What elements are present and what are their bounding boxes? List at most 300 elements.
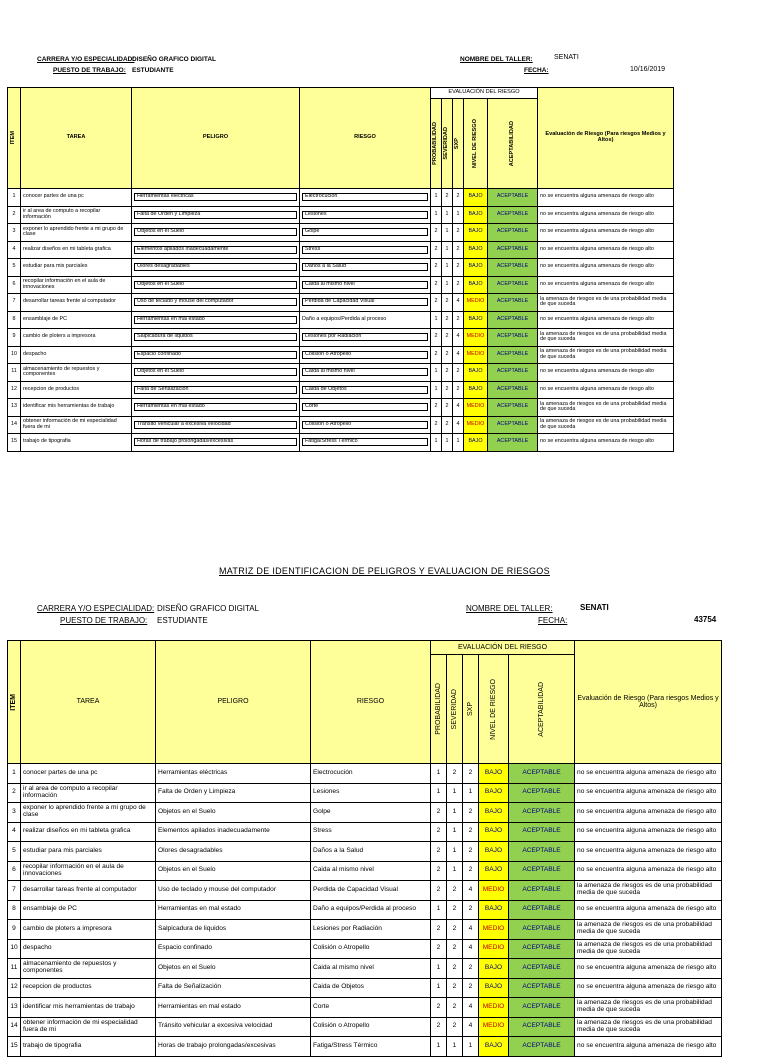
riesgo-cell: Colisión o Atropello bbox=[311, 939, 431, 959]
evaluacion-header-2: EVALUACIÓN DEL RIESGO bbox=[431, 641, 575, 655]
evaluacion-cell: no se encuentra alguna amenaza de riesgo alto bbox=[575, 842, 722, 862]
peligro-cell-text: Elementos apilados inadecuadamente bbox=[134, 246, 297, 254]
peligro-cell-text: Herramientas eléctricas bbox=[134, 193, 297, 201]
sxp-cell: 2 bbox=[453, 276, 464, 294]
workshop-value: SENATI bbox=[554, 54, 579, 61]
evaluacion-cell: la amenaza de riesgos es de una probabilidad media de que suceda bbox=[538, 399, 674, 417]
severidad-cell: 1 bbox=[447, 783, 463, 803]
nivel-cell: BAJO bbox=[479, 803, 509, 823]
evaluacion-cell: la amenaza de riesgos es de una probabilidad media de que suceda bbox=[575, 920, 722, 940]
peligro-cell: Herramientas eléctricas bbox=[156, 764, 311, 784]
aceptabilidad-cell: ACEPTABLE bbox=[488, 399, 538, 417]
sxp-cell: 2 bbox=[463, 978, 479, 998]
nivel-cell: MEDIO bbox=[479, 920, 509, 940]
aceptabilidad-cell: ACEPTABLE bbox=[509, 783, 575, 803]
probabilidad-cell: 2 bbox=[431, 920, 447, 940]
riesgo-cell bbox=[300, 206, 431, 224]
table-row bbox=[8, 959, 722, 979]
date-label: FECHA: bbox=[524, 67, 549, 74]
item-cell: 15 bbox=[8, 434, 21, 452]
probabilidad-cell: 2 bbox=[431, 259, 442, 277]
table-row bbox=[8, 381, 674, 399]
evaluacion-cell: no se encuentra alguna amenaza de riesgo alto bbox=[538, 311, 674, 329]
severidad-cell: 2 bbox=[442, 294, 453, 312]
post-label: PUESTO DE TRABAJO: bbox=[53, 67, 126, 74]
riesgo-cell bbox=[300, 189, 431, 207]
table-row bbox=[8, 416, 674, 434]
tarea-cell: conocer partes de una pc bbox=[21, 189, 132, 207]
table-row bbox=[8, 978, 722, 998]
nivel-cell: BAJO bbox=[479, 1037, 509, 1057]
nivel-cell: MEDIO bbox=[464, 294, 488, 312]
item-cell: 13 bbox=[8, 399, 21, 417]
sxp-cell: 4 bbox=[463, 1017, 479, 1037]
severidad-cell: 2 bbox=[447, 1017, 463, 1037]
table-row bbox=[8, 998, 722, 1018]
probabilidad-cell: 1 bbox=[431, 381, 442, 399]
item-cell: 12 bbox=[8, 381, 21, 399]
riesgo-cell-text: Colisión o Atropello bbox=[302, 421, 428, 429]
evaluacion-cell: no se encuentra alguna amenaza de riesgo alto bbox=[538, 241, 674, 259]
riesgo-cell: Fatiga/Stress Térmico bbox=[311, 1037, 431, 1057]
table-row bbox=[8, 241, 674, 259]
riesgo-cell-text: Stress bbox=[302, 246, 428, 254]
item-header: ITEM bbox=[8, 88, 21, 189]
table-row bbox=[8, 259, 674, 277]
tarea-cell: recepcion de productos bbox=[21, 978, 156, 998]
nivel-cell: BAJO bbox=[479, 764, 509, 784]
severidad-cell: 1 bbox=[447, 803, 463, 823]
career-label-2: CARRERA Y/O ESPECIALIDAD: bbox=[37, 604, 155, 613]
sxp-cell: 4 bbox=[463, 998, 479, 1018]
tarea-cell: recopilar información en el aula de innovaciones bbox=[21, 276, 132, 294]
nivel-cell: BAJO bbox=[464, 189, 488, 207]
evaluacion-cell: no se encuentra alguna amenaza de riesgo alto bbox=[538, 276, 674, 294]
peligro-cell bbox=[132, 364, 300, 382]
post-value-2: ESTUDIANTE bbox=[157, 616, 208, 625]
tarea-cell: almacenamiento de repuestos y componentes bbox=[21, 959, 156, 979]
riesgo-cell: Daño a equipos/Perdida al proceso bbox=[311, 900, 431, 920]
item-cell: 14 bbox=[8, 1017, 21, 1037]
evaluacion-cell: no se encuentra alguna amenaza de riesgo alto bbox=[538, 434, 674, 452]
probabilidad-cell: 1 bbox=[431, 978, 447, 998]
tarea-cell: ir al area de computo a recopilar información bbox=[21, 206, 132, 224]
sxp-cell: 2 bbox=[453, 364, 464, 382]
peligro-cell bbox=[132, 399, 300, 417]
sxp-header: SXP bbox=[453, 99, 464, 189]
riesgo-cell: Caida de Objetos bbox=[311, 978, 431, 998]
item-cell: 8 bbox=[8, 311, 21, 329]
tarea-cell: desarrollar tareas frente al computador bbox=[21, 881, 156, 901]
peligro-cell-text: Uso de teclado y mouse del computador bbox=[134, 298, 297, 306]
aceptabilidad-cell: ACEPTABLE bbox=[488, 259, 538, 277]
riesgo-cell bbox=[300, 259, 431, 277]
item-cell: 5 bbox=[8, 259, 21, 277]
riesgo-cell-text: Corte bbox=[302, 403, 428, 411]
peligro-cell-text: Tránsito vehicular a excesiva velocidad bbox=[134, 421, 297, 429]
tarea-cell: obtener información de mi especialidad fuera de mi bbox=[21, 416, 132, 434]
severidad-header-2: SEVERIDAD bbox=[447, 655, 463, 764]
sxp-cell: 4 bbox=[463, 920, 479, 940]
probabilidad-cell: 2 bbox=[431, 861, 447, 881]
sxp-cell: 4 bbox=[453, 346, 464, 364]
nivel-cell: BAJO bbox=[464, 381, 488, 399]
table-row bbox=[8, 224, 674, 242]
evaluacion-cell: la amenaza de riesgos es de una probabilidad media de que suceda bbox=[575, 939, 722, 959]
table-row bbox=[8, 1037, 722, 1057]
evaluacion-cell: no se encuentra alguna amenaza de riesgo alto bbox=[538, 381, 674, 399]
peligro-cell bbox=[132, 381, 300, 399]
table-row bbox=[8, 842, 722, 862]
date-label-2: FECHA: bbox=[538, 616, 568, 625]
peligro-cell-text: Herramientas en mal estado bbox=[134, 316, 297, 324]
table-row bbox=[8, 861, 722, 881]
tarea-cell: recopilar información en el aula de innovaciones bbox=[21, 861, 156, 881]
sxp-cell: 2 bbox=[463, 959, 479, 979]
peligro-cell: Elementos apilados inadecuadamente bbox=[156, 822, 311, 842]
probabilidad-cell: 2 bbox=[431, 803, 447, 823]
riesgo-cell: Golpe bbox=[311, 803, 431, 823]
table-row bbox=[8, 206, 674, 224]
severidad-cell: 1 bbox=[447, 842, 463, 862]
nivel-cell: BAJO bbox=[479, 900, 509, 920]
peligro-header-2: PELIGRO bbox=[156, 641, 311, 764]
item-cell: 4 bbox=[8, 241, 21, 259]
riesgo-cell: Corte bbox=[311, 998, 431, 1018]
table-row bbox=[8, 881, 722, 901]
tarea-cell: exponer lo aprendido frente a mi grupo de clase bbox=[21, 224, 132, 242]
riesgo-cell bbox=[300, 329, 431, 347]
sxp-cell: 4 bbox=[463, 939, 479, 959]
riesgo-cell: Electrocución bbox=[311, 764, 431, 784]
nivel-cell: BAJO bbox=[464, 241, 488, 259]
sxp-cell: 4 bbox=[463, 881, 479, 901]
probabilidad-header: PROBABILIDAD bbox=[431, 99, 442, 189]
nivel-cell: MEDIO bbox=[479, 881, 509, 901]
table-row bbox=[8, 822, 722, 842]
riesgo-cell-text: Caida al mismo nivel bbox=[302, 281, 428, 289]
severidad-cell: 2 bbox=[442, 399, 453, 417]
item-cell: 13 bbox=[8, 998, 21, 1018]
evaluacion-cell: no se encuentra alguna amenaza de riesgo alto bbox=[538, 259, 674, 277]
peligro-cell-text: Espacio confinado bbox=[134, 351, 297, 359]
aceptabilidad-cell: ACEPTABLE bbox=[509, 1017, 575, 1037]
probabilidad-cell: 2 bbox=[431, 399, 442, 417]
peligro-cell-text: Horas de trabajo prolongadas/excesivas bbox=[134, 438, 297, 446]
aceptabilidad-cell: ACEPTABLE bbox=[488, 434, 538, 452]
item-cell: 3 bbox=[8, 803, 21, 823]
peligro-cell-text: Herramientas en mal estado bbox=[134, 403, 297, 411]
severidad-cell: 2 bbox=[447, 900, 463, 920]
riesgo-cell-text: Lesiones por Radiación bbox=[302, 333, 428, 341]
workshop-label: NOMBRE DEL TALLER: bbox=[460, 56, 533, 63]
riesgo-cell bbox=[300, 364, 431, 382]
nivel-cell: BAJO bbox=[479, 959, 509, 979]
severidad-cell: 2 bbox=[442, 329, 453, 347]
item-cell: 3 bbox=[8, 224, 21, 242]
probabilidad-cell: 2 bbox=[431, 224, 442, 242]
nivel-cell: BAJO bbox=[479, 842, 509, 862]
evaluacion-cell: no se encuentra alguna amenaza de riesgo alto bbox=[575, 783, 722, 803]
tarea-cell: trabajo de tipografia bbox=[21, 1037, 156, 1057]
severidad-cell: 2 bbox=[442, 364, 453, 382]
nivel-cell: BAJO bbox=[479, 783, 509, 803]
workshop-label-2: NOMBRE DEL TALLER: bbox=[466, 604, 553, 613]
table-row bbox=[8, 364, 674, 382]
evaluacion-cell: no se encuentra alguna amenaza de riesgo alto bbox=[538, 364, 674, 382]
date-value-2: 43754 bbox=[694, 615, 717, 624]
peligro-cell: Herramientas en mal estado bbox=[156, 900, 311, 920]
item-cell: 10 bbox=[8, 346, 21, 364]
aceptabilidad-cell: ACEPTABLE bbox=[509, 1037, 575, 1057]
severidad-cell: 2 bbox=[447, 764, 463, 784]
severidad-cell: 2 bbox=[442, 189, 453, 207]
riesgo-cell-text: Caida de Objetos bbox=[302, 386, 428, 394]
peligro-cell: Olores desagradables bbox=[156, 842, 311, 862]
evaluacion-cell: la amenaza de riesgos es de una probabilidad media de que suceda bbox=[575, 998, 722, 1018]
probabilidad-cell: 1 bbox=[431, 364, 442, 382]
nivel-header: NIVEL DE RIESGO bbox=[464, 99, 488, 189]
table-row bbox=[8, 920, 722, 940]
riesgo-cell: Daños a la Salud bbox=[311, 842, 431, 862]
aceptabilidad-cell: ACEPTABLE bbox=[488, 381, 538, 399]
severidad-header: SEVERIDAD bbox=[442, 99, 453, 189]
probabilidad-cell: 1 bbox=[431, 311, 442, 329]
sxp-cell: 4 bbox=[453, 399, 464, 417]
riesgo-cell bbox=[300, 399, 431, 417]
aceptabilidad-cell: ACEPTABLE bbox=[509, 842, 575, 862]
peligro-cell: Uso de teclado y mouse del computador bbox=[156, 881, 311, 901]
table-row bbox=[8, 294, 674, 312]
table-row bbox=[8, 329, 674, 347]
peligro-cell: Horas de trabajo prolongadas/excesivas bbox=[156, 1037, 311, 1057]
riesgo-cell-text: Lesiones bbox=[302, 211, 428, 219]
peligro-cell-text: Objetos en el Suelo bbox=[134, 228, 297, 236]
severidad-cell: 1 bbox=[442, 276, 453, 294]
peligro-cell: Falta de Orden y Limpieza bbox=[156, 783, 311, 803]
evaluacion-cell: no se encuentra alguna amenaza de riesgo alto bbox=[538, 224, 674, 242]
table-row bbox=[8, 939, 722, 959]
peligro-cell: Herramientas en mal estado bbox=[156, 998, 311, 1018]
evaluacion-cell: la amenaza de riesgos es de una probabilidad media de que suceda bbox=[538, 346, 674, 364]
evaluacion-cell: no se encuentra alguna amenaza de riesgo alto bbox=[575, 803, 722, 823]
sxp-cell: 2 bbox=[453, 189, 464, 207]
probabilidad-cell: 2 bbox=[431, 881, 447, 901]
probabilidad-cell: 1 bbox=[431, 206, 442, 224]
table-row bbox=[8, 346, 674, 364]
peligro-cell bbox=[132, 189, 300, 207]
severidad-cell: 1 bbox=[442, 259, 453, 277]
evaluacion-cell: no se encuentra alguna amenaza de riesgo alto bbox=[575, 861, 722, 881]
probabilidad-cell: 2 bbox=[431, 998, 447, 1018]
evaluacion-cell: la amenaza de riesgos es de una probabilidad media de que suceda bbox=[575, 881, 722, 901]
severidad-cell: 2 bbox=[442, 416, 453, 434]
peligro-header: PELIGRO bbox=[132, 88, 300, 189]
riesgo-cell-text: Caida al mismo nivel bbox=[302, 368, 428, 376]
riesgo-cell: Colisión o Atropello bbox=[311, 1017, 431, 1037]
aceptabilidad-cell: ACEPTABLE bbox=[509, 978, 575, 998]
aceptabilidad-cell: ACEPTABLE bbox=[509, 881, 575, 901]
sxp-cell: 1 bbox=[453, 434, 464, 452]
aceptabilidad-cell: ACEPTABLE bbox=[488, 241, 538, 259]
tarea-header: TAREA bbox=[21, 88, 132, 189]
nivel-cell: BAJO bbox=[464, 434, 488, 452]
nivel-cell: MEDIO bbox=[464, 329, 488, 347]
peligro-cell: Objetos en el Suelo bbox=[156, 959, 311, 979]
peligro-cell bbox=[132, 259, 300, 277]
evaluacion-cell: la amenaza de riesgos es de una probabilidad media de que suceda bbox=[575, 1017, 722, 1037]
aceptabilidad-cell: ACEPTABLE bbox=[488, 329, 538, 347]
aceptabilidad-cell: ACEPTABLE bbox=[509, 822, 575, 842]
aceptabilidad-cell: ACEPTABLE bbox=[509, 998, 575, 1018]
evaluacion-cell: no se encuentra alguna amenaza de riesgo alto bbox=[538, 206, 674, 224]
peligro-cell bbox=[132, 434, 300, 452]
riesgo-cell bbox=[300, 416, 431, 434]
table-row bbox=[8, 189, 674, 207]
tarea-cell: cambio de ploters a impresora bbox=[21, 329, 132, 347]
probabilidad-header-2: PROBABILIDAD bbox=[431, 655, 447, 764]
riesgo-cell bbox=[300, 434, 431, 452]
tarea-cell: ir al area de computo a recopilar información bbox=[21, 783, 156, 803]
riesgo-cell bbox=[300, 294, 431, 312]
probabilidad-cell: 2 bbox=[431, 416, 442, 434]
item-cell: 9 bbox=[8, 329, 21, 347]
aceptabilidad-cell: ACEPTABLE bbox=[488, 189, 538, 207]
riesgo-cell-text: Colisión o Atropello bbox=[302, 351, 428, 359]
evaluacion-riesgo-header-2: Evaluación de Riesgo (Para riesgos Medios y Altos) bbox=[575, 641, 722, 764]
table-row bbox=[8, 900, 722, 920]
risk-matrix-table-bottom bbox=[7, 640, 722, 1057]
item-cell: 2 bbox=[8, 783, 21, 803]
peligro-cell bbox=[132, 416, 300, 434]
evaluacion-cell: no se encuentra alguna amenaza de riesgo alto bbox=[575, 959, 722, 979]
peligro-cell-text: Objetos en el Suelo bbox=[134, 281, 297, 289]
nivel-cell: MEDIO bbox=[479, 939, 509, 959]
peligro-cell bbox=[132, 276, 300, 294]
aceptabilidad-cell: ACEPTABLE bbox=[509, 920, 575, 940]
severidad-cell: 1 bbox=[442, 206, 453, 224]
severidad-cell: 2 bbox=[447, 978, 463, 998]
aceptabilidad-cell: ACEPTABLE bbox=[488, 276, 538, 294]
evaluacion-cell: no se encuentra alguna amenaza de riesgo alto bbox=[538, 189, 674, 207]
riesgo-cell-text: Fatiga/Stress Térmico bbox=[302, 438, 428, 446]
aceptabilidad-cell: ACEPTABLE bbox=[488, 311, 538, 329]
sxp-cell: 2 bbox=[453, 224, 464, 242]
peligro-cell bbox=[132, 346, 300, 364]
tarea-cell: obtener información de mi especialidad fuera de mi bbox=[21, 1017, 156, 1037]
aceptabilidad-cell: ACEPTABLE bbox=[509, 861, 575, 881]
riesgo-header: RIESGO bbox=[300, 88, 431, 189]
item-cell: 9 bbox=[8, 920, 21, 940]
aceptabilidad-cell: ACEPTABLE bbox=[509, 803, 575, 823]
riesgo-cell bbox=[300, 224, 431, 242]
nivel-cell: BAJO bbox=[464, 364, 488, 382]
sxp-header-2: SXP bbox=[463, 655, 479, 764]
riesgo-cell: Stress bbox=[311, 822, 431, 842]
aceptabilidad-cell: ACEPTABLE bbox=[488, 206, 538, 224]
item-cell: 10 bbox=[8, 939, 21, 959]
probabilidad-cell: 1 bbox=[431, 434, 442, 452]
peligro-cell bbox=[132, 329, 300, 347]
tarea-cell: estudiar para mis parciales bbox=[21, 259, 132, 277]
riesgo-cell: Perdida de Capacidad Visual bbox=[311, 881, 431, 901]
tarea-cell: recepcion de productos bbox=[21, 381, 132, 399]
probabilidad-cell: 1 bbox=[431, 959, 447, 979]
peligro-cell: Objetos en el Suelo bbox=[156, 861, 311, 881]
riesgo-cell bbox=[300, 381, 431, 399]
item-cell: 6 bbox=[8, 276, 21, 294]
severidad-cell: 2 bbox=[442, 381, 453, 399]
item-cell: 5 bbox=[8, 842, 21, 862]
severidad-cell: 2 bbox=[442, 311, 453, 329]
peligro-cell-text: Objetos en el Suelo bbox=[134, 368, 297, 376]
probabilidad-cell: 2 bbox=[431, 276, 442, 294]
sxp-cell: 2 bbox=[463, 822, 479, 842]
peligro-cell bbox=[132, 241, 300, 259]
tarea-cell: exponer lo aprendido frente a mi grupo de clase bbox=[21, 803, 156, 823]
sxp-cell: 1 bbox=[453, 206, 464, 224]
riesgo-cell-text: Perdida de Capacidad Visual bbox=[302, 298, 428, 306]
tarea-cell: almacenamiento de repuestos y componentes bbox=[21, 364, 132, 382]
nivel-cell: MEDIO bbox=[464, 346, 488, 364]
post-label-2: PUESTO DE TRABAJO: bbox=[60, 616, 148, 625]
peligro-cell-text: Salpicadura de liquidos bbox=[134, 333, 297, 341]
severidad-cell: 1 bbox=[442, 224, 453, 242]
tarea-header-2: TAREA bbox=[21, 641, 156, 764]
aceptabilidad-cell: ACEPTABLE bbox=[488, 224, 538, 242]
table-row bbox=[8, 764, 722, 784]
item-cell: 15 bbox=[8, 1037, 21, 1057]
tarea-cell: estudiar para mis parciales bbox=[21, 842, 156, 862]
item-header-2: ITEM bbox=[8, 641, 21, 764]
aceptabilidad-cell: ACEPTABLE bbox=[488, 416, 538, 434]
sxp-cell: 4 bbox=[453, 416, 464, 434]
probabilidad-cell: 2 bbox=[431, 939, 447, 959]
evaluacion-header: EVALUACIÓN DEL RIESGO bbox=[431, 88, 538, 99]
probabilidad-cell: 1 bbox=[431, 783, 447, 803]
riesgo-cell-text: Golpe bbox=[302, 228, 428, 236]
tarea-cell: ensamblaje de PC bbox=[21, 311, 132, 329]
sxp-cell: 1 bbox=[463, 1037, 479, 1057]
evaluacion-cell: la amenaza de riesgos es de una probabilidad media de que suceda bbox=[538, 294, 674, 312]
item-cell: 1 bbox=[8, 764, 21, 784]
severidad-cell: 2 bbox=[447, 920, 463, 940]
severidad-cell: 1 bbox=[447, 822, 463, 842]
item-cell: 7 bbox=[8, 881, 21, 901]
severidad-cell: 2 bbox=[447, 881, 463, 901]
item-cell: 11 bbox=[8, 959, 21, 979]
tarea-cell: cambio de ploters a impresora bbox=[21, 920, 156, 940]
peligro-cell: Tránsito vehicular a excesiva velocidad bbox=[156, 1017, 311, 1037]
probabilidad-cell: 2 bbox=[431, 1017, 447, 1037]
item-cell: 4 bbox=[8, 822, 21, 842]
nivel-cell: BAJO bbox=[464, 259, 488, 277]
item-cell: 8 bbox=[8, 900, 21, 920]
nivel-cell: BAJO bbox=[464, 224, 488, 242]
workshop-value-2: SENATI bbox=[580, 603, 609, 612]
item-cell: 7 bbox=[8, 294, 21, 312]
probabilidad-cell: 1 bbox=[431, 189, 442, 207]
riesgo-cell bbox=[300, 241, 431, 259]
probabilidad-cell: 2 bbox=[431, 241, 442, 259]
aceptabilidad-cell: ACEPTABLE bbox=[509, 900, 575, 920]
tarea-cell: desarrollar tareas frente al computador bbox=[21, 294, 132, 312]
aceptabilidad-cell: ACEPTABLE bbox=[509, 959, 575, 979]
probabilidad-cell: 2 bbox=[431, 294, 442, 312]
table-row bbox=[8, 803, 722, 823]
riesgo-cell bbox=[300, 346, 431, 364]
tarea-cell: despacho bbox=[21, 939, 156, 959]
